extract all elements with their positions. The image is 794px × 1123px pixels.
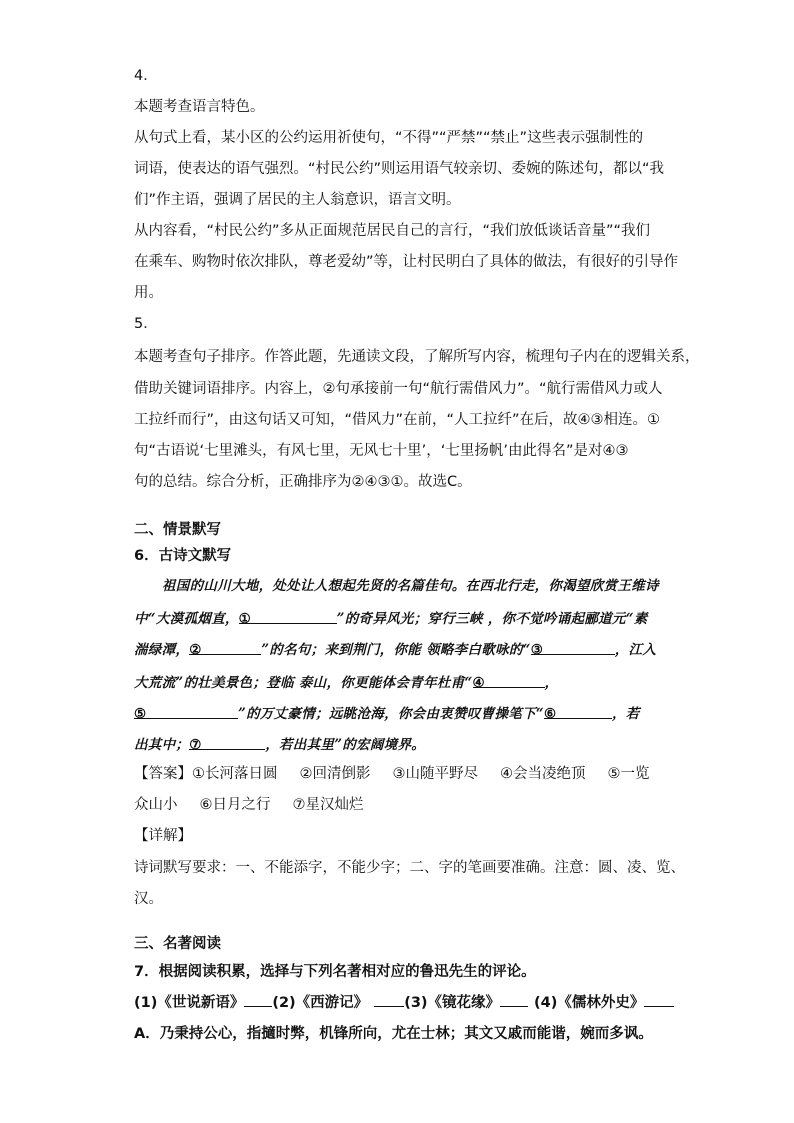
poem-line: 出其中；⑦ ，若出其里”的宏阔境界。 (134, 737, 426, 753)
answer-line: 句“古语说‘七里滩头，有风七里，无风七十里’，‘七里扬帆’由此得名”是对④③ (134, 443, 629, 459)
answer-item: ①长河落日圆 (192, 766, 278, 782)
fill-blank[interactable]: ① (239, 609, 337, 624)
answer-blank[interactable] (500, 994, 528, 1007)
answer-item: 众山小 (134, 797, 178, 813)
option-a: A．乃秉持公心，指擿时弊，机锋所向，尤在士林；其文又戚而能谐，婉而多讽。 (134, 1026, 653, 1042)
poem-line: 湍绿潭，② ”的名句；来到荆门，你能 领略李白歌咏的“③ ，江入 (134, 642, 657, 658)
section-heading: 二、情景默写 (134, 522, 221, 538)
answer-item: ④会当凌绝顶 (500, 766, 586, 782)
poem-line: ⑤ ”的万丈豪情；远眺沧海，你会由衷赞叹曹操笔下“⑥ ，若 (134, 706, 640, 722)
answer-line: 从句式上看，某小区的公约运用祈使句，“不得”“严禁”“禁止”这些表示强制性的 (134, 130, 644, 146)
answer-blank[interactable] (644, 994, 674, 1007)
book-item: (2)《西游记》 (272, 995, 369, 1011)
answer-line: 本题考查句子排序。作答此题，先通读文段，了解所写内容，梳理句子内在的逻辑关系， (134, 349, 700, 365)
answer-item: ⑤一览 (607, 766, 650, 782)
answer-line: 用。 (134, 285, 163, 301)
book-item: (3)《镜花缘》 (404, 995, 501, 1011)
poem-line: 大荒流”的壮美景色；登临 泰山，你更能体会青年杜甫“④ ， (134, 675, 559, 691)
answer-line: 工拉纤而行”，由这句话又可知，“借风力”在前，“人工拉纤”在后，故④③相连。① (134, 412, 661, 428)
answer-row (134, 764, 650, 784)
answer-item: ⑦星汉灿烂 (292, 797, 364, 813)
answer-line: 借助关键词语排序。内容上，②句承接前一句“航行需借风力”。“航行需借风力或人 (134, 381, 663, 397)
poem-line: 祖国的山川大地，处处让人想起先贤的名篇佳句。在西北行走，你渴望欣赏王维诗 (162, 578, 659, 594)
detail-line: 汉。 (134, 891, 163, 907)
question-number: 5． (134, 316, 158, 332)
detail-line: 诗词默写要求：一、不能添字，不能少字；二、字的笔画要准确。注意：圆、凌、览、 (134, 860, 685, 876)
fill-blank[interactable]: ③ (531, 640, 615, 655)
answer-item: ③山随平野尽 (392, 766, 478, 782)
answer-line: 词语，使表达的语气强烈。“村民公约”则运用语气较亲切、委婉的陈述句，都以“我 (134, 161, 665, 177)
question-number: 4． (134, 68, 158, 84)
section-heading: 三、名著阅读 (134, 936, 221, 952)
poem-line: 中“大漠孤烟直，① ”的奇异风光；穿行三峡 ，你不觉吟诵起郦道元“素 (134, 611, 648, 627)
question-title: 7．根据阅读积累，选择与下列名著相对应的鲁迅先生的评论。 (134, 964, 536, 980)
fill-blank[interactable]: ④ (473, 673, 545, 688)
answer-line: 句的总结。综合分析，正确排序为②④③①。故选C。 (134, 474, 472, 490)
fill-blank[interactable]: ⑤ (134, 704, 238, 719)
book-item: (4)《儒林外史》 (534, 995, 645, 1011)
answer-line: 从内容看，“村民公约”多从正面规范居民自己的言行，“我们放低谈话音量”“我们 (134, 223, 651, 239)
answer-line: 们”作主语，强调了居民的主人翁意识，语言文明。 (134, 192, 461, 208)
answer-item: ②回清倒影 (299, 766, 371, 782)
answer-item: ⑥日月之行 (199, 797, 271, 813)
answer-line: 在乘车、购物时依次排队，尊老爱幼”等，让村民明白了具体的做法，有很好的引导作 (134, 254, 679, 270)
answer-row (134, 795, 364, 815)
answer-line: 本题考查语言特色。 (134, 99, 265, 115)
answer-blank[interactable] (244, 994, 272, 1007)
answer-label: 【答案】 (134, 766, 192, 782)
detail-label: 【详解】 (134, 828, 192, 844)
book-item: (1)《世说新语》 (134, 995, 245, 1011)
fill-blank[interactable]: ⑦ (189, 735, 265, 750)
book-list (134, 993, 674, 1013)
fill-blank[interactable]: ⑥ (544, 704, 612, 719)
answer-blank[interactable] (374, 994, 404, 1007)
question-title: 6．古诗文默写 (134, 548, 232, 564)
fill-blank[interactable]: ② (189, 640, 261, 655)
